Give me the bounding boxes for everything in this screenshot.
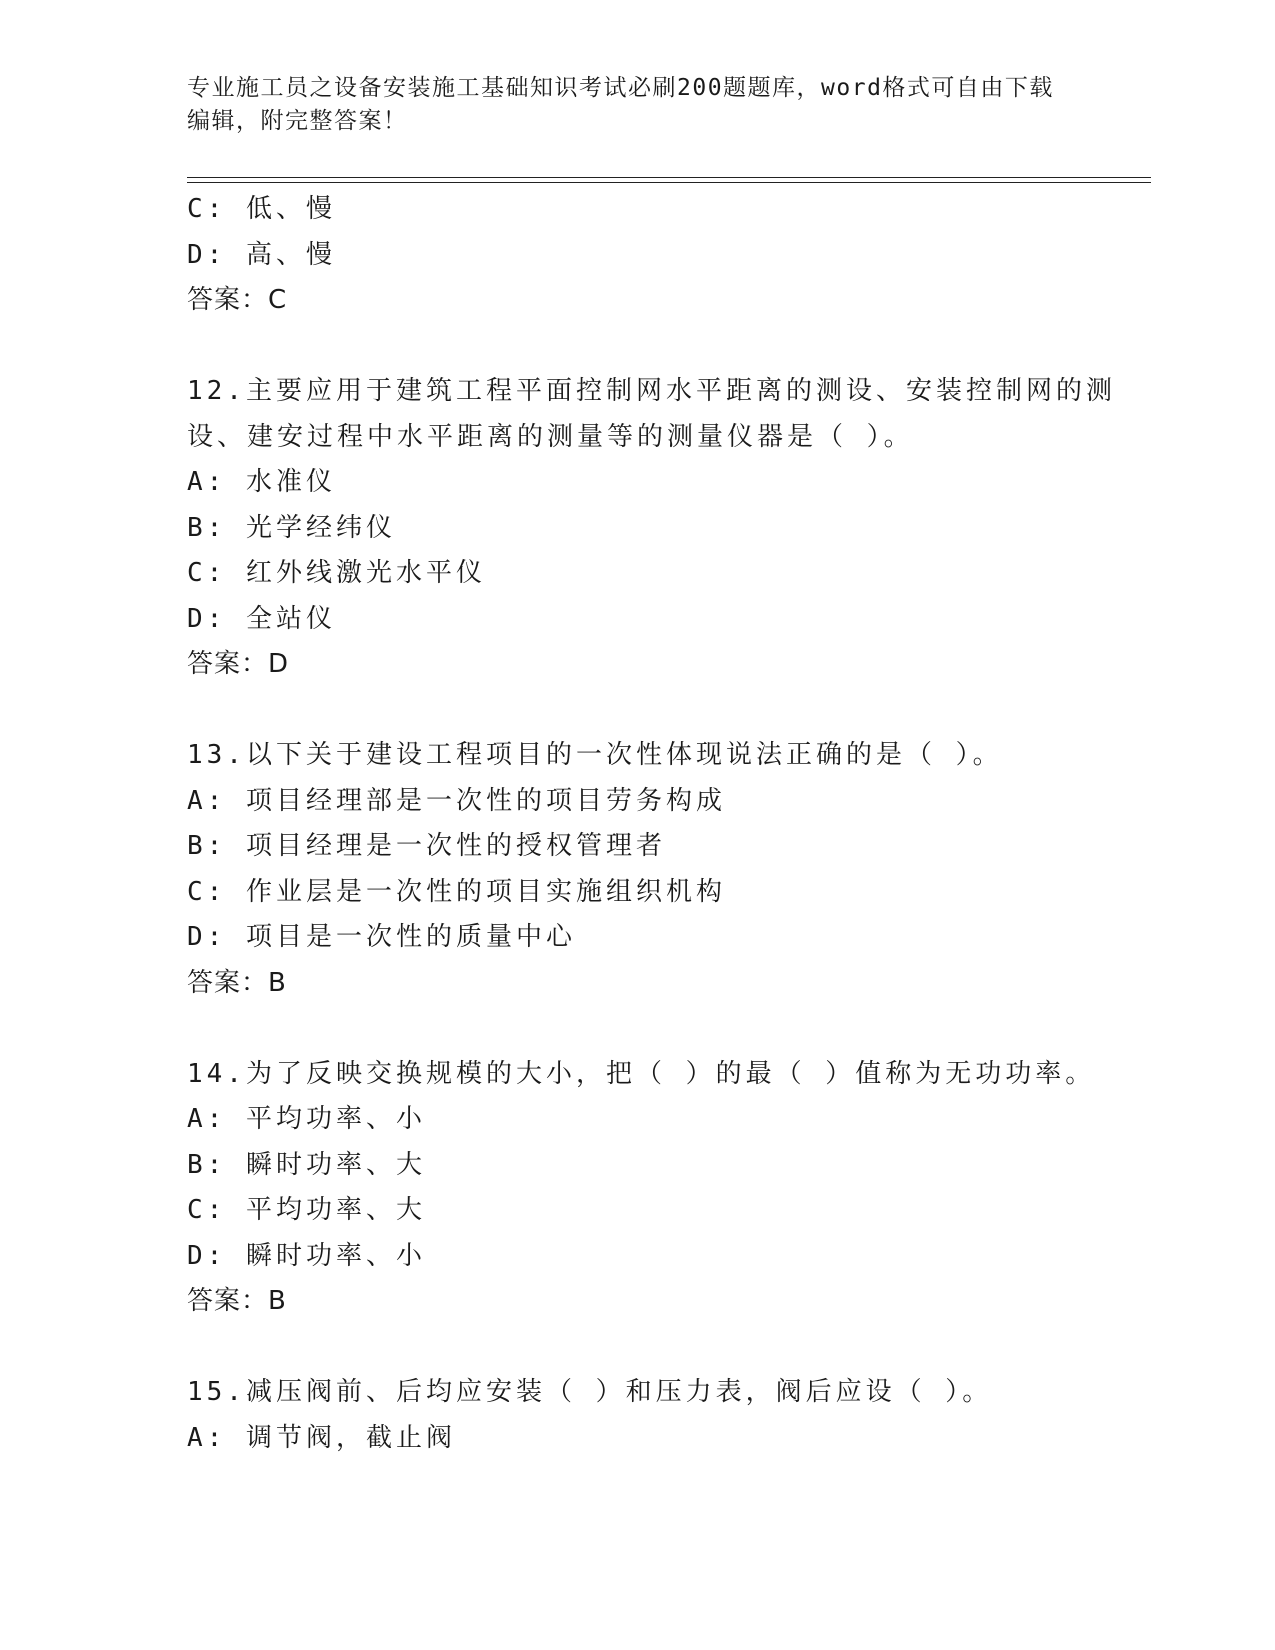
option-line <box>187 1416 1087 1462</box>
option-text: 平均功率、大 <box>245 1195 426 1225</box>
spacer <box>187 1006 1087 1052</box>
option-line <box>187 915 1087 961</box>
option-text: 项目是一次性的质量中心 <box>245 922 576 952</box>
option-text: 瞬时功率、小 <box>245 1240 426 1271</box>
answer-line: 答案：C <box>187 285 288 315</box>
option-label: C: <box>187 876 227 907</box>
option-line <box>187 779 1087 825</box>
spacer <box>187 688 1087 734</box>
option-label: D: <box>187 922 227 952</box>
option-label: C: <box>187 194 227 224</box>
option-label: D: <box>187 1240 227 1271</box>
header-rule-top <box>187 177 1151 178</box>
question-stem-line: 15.减压阀前、后均应安装（ ）和压力表，阀后应设（ ）。 <box>187 1377 993 1407</box>
option-label: B: <box>187 512 227 543</box>
option-label: A: <box>187 467 227 497</box>
answer-line: 答案：B <box>187 967 287 998</box>
option-text: 瞬时功率、大 <box>245 1149 426 1180</box>
option-text: 低、慢 <box>245 194 336 224</box>
option-line <box>187 1188 1087 1234</box>
option-line <box>187 1143 1087 1189</box>
option-label: C: <box>187 1195 227 1225</box>
option-text: 项目经理部是一次性的项目劳务构成 <box>245 785 726 816</box>
answer-line: 答案：D <box>187 649 290 679</box>
header-line-2: 编辑，附完整答案！ <box>187 108 408 134</box>
document-header <box>187 72 1087 138</box>
option-text: 光学经纬仪 <box>245 512 396 543</box>
question-content <box>187 187 1116 1461</box>
option-line <box>187 187 1087 233</box>
option-label: D: <box>187 603 227 634</box>
option-line <box>187 1097 1087 1143</box>
spacer <box>187 324 1087 370</box>
header-rule-bottom <box>187 182 1151 183</box>
spacer <box>187 1325 1087 1371</box>
option-line <box>187 460 1087 506</box>
option-label: A: <box>187 1422 227 1453</box>
option-label: A: <box>187 785 227 816</box>
question-stem-line: 14.为了反映交换规模的大小，把（ ）的最（ ）值称为无功功率。 <box>187 1058 1096 1089</box>
option-line <box>187 1234 1087 1280</box>
option-text: 作业层是一次性的项目实施组织机构 <box>245 876 726 907</box>
option-label: B: <box>187 831 227 861</box>
option-label: B: <box>187 1149 227 1180</box>
question-stem-line: 13.以下关于建设工程项目的一次性体现说法正确的是（ ）。 <box>187 740 1003 770</box>
option-label: A: <box>187 1104 227 1134</box>
answer-line: 答案：B <box>187 1286 287 1316</box>
option-text: 全站仪 <box>245 603 336 634</box>
option-line <box>187 824 1087 870</box>
question-stem-line: 设、建安过程中水平距离的测量等的测量仪器是（ ）。 <box>187 421 914 452</box>
option-text: 高、慢 <box>245 239 336 270</box>
option-label: C: <box>187 558 227 588</box>
option-text: 平均功率、小 <box>245 1104 426 1134</box>
option-text: 调节阀，截止阀 <box>245 1422 456 1453</box>
option-line <box>187 506 1087 552</box>
option-line <box>187 870 1087 916</box>
question-stem-line: 12.主要应用于建筑工程平面控制网水平距离的测设、安装控制网的测 <box>187 376 1116 406</box>
header-line-1: 专业施工员之设备安装施工基础知识考试必刷200题题库，word格式可自由下载 <box>187 75 1054 101</box>
option-line <box>187 551 1087 597</box>
option-text: 红外线激光水平仪 <box>245 558 486 588</box>
option-text: 水准仪 <box>245 467 336 497</box>
option-label: D: <box>187 239 227 270</box>
option-line <box>187 597 1087 643</box>
option-text: 项目经理是一次性的授权管理者 <box>245 831 666 861</box>
option-line <box>187 233 1087 279</box>
